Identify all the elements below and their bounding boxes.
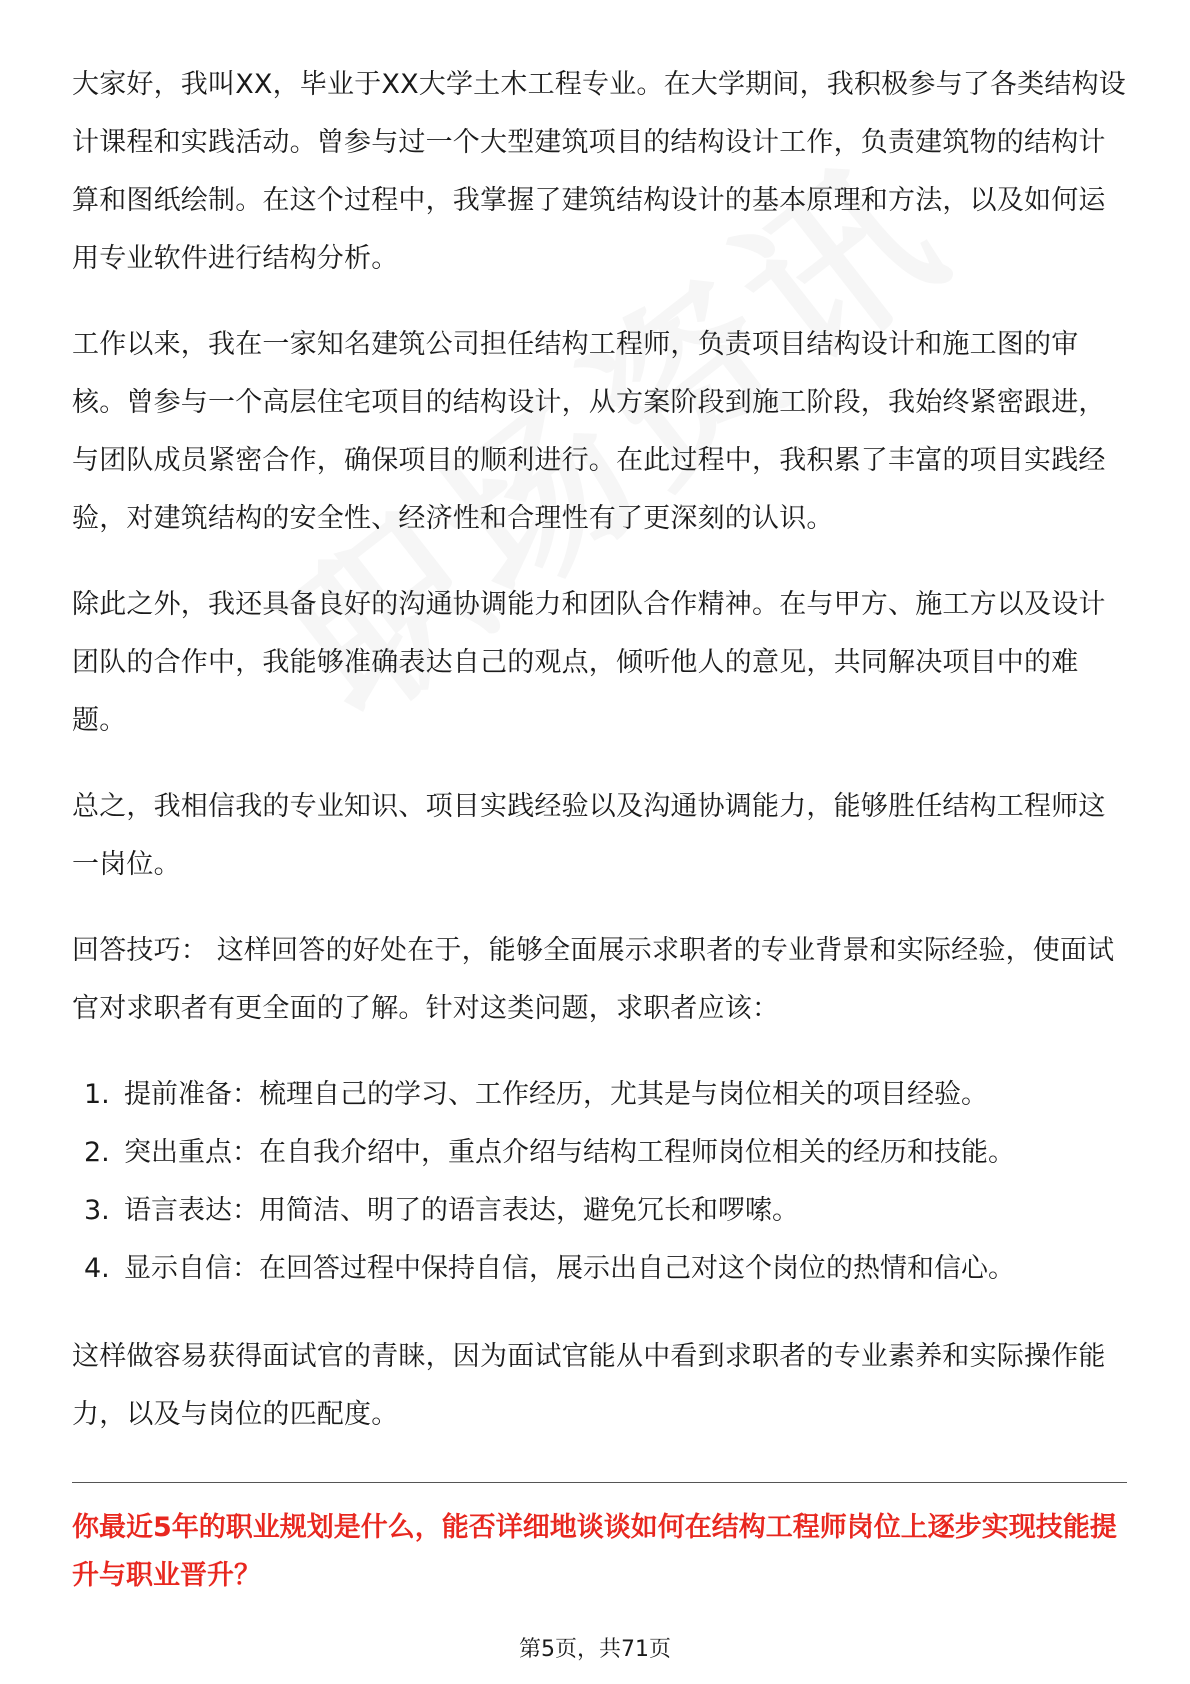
list-item xyxy=(72,1066,1127,1124)
paragraph-work: 工作以来，我在一家知名建筑公司担任结构工程师，负责项目结构设计和施工图的审核。曾参与一个高层住宅项目的结构设计，从方案阶段到施工阶段，我始终紧密跟进，与团队成员紧密合作，确保项目的顺利进行。在此过程中，我积累了丰富的项目实践经验，对建筑结构的安全性、经济性和合理性有了更深刻的认识。 xyxy=(72,329,1106,534)
list-text: 突出重点：在自我介绍中，重点介绍与结构工程师岗位相关的经历和技能。 xyxy=(124,1137,1015,1168)
list-item xyxy=(72,1124,1127,1182)
paragraph-tips-intro: 回答技巧： 这样回答的好处在于，能够全面展示求职者的专业背景和实际经验，使面试官对求职者有更全面的了解。针对这类问题，求职者应该： xyxy=(72,935,1115,1024)
list-number: 2. xyxy=(84,1137,110,1168)
list-item xyxy=(72,1240,1127,1298)
document-body xyxy=(72,56,1127,1472)
page-footer: 第5页，共71页 xyxy=(519,1637,671,1662)
list-number: 4. xyxy=(84,1253,110,1284)
list-number: 3. xyxy=(84,1195,110,1226)
list-text: 提前准备：梳理自己的学习、工作经历，尤其是与岗位相关的项目经验。 xyxy=(124,1079,988,1110)
paragraph-closing: 这样做容易获得面试官的青睐，因为面试官能从中看到求职者的专业素养和实际操作能力，以及与岗位的匹配度。 xyxy=(72,1341,1106,1430)
section-divider xyxy=(72,1482,1127,1483)
next-question-heading: 你最近5年的职业规划是什么，能否详细地谈谈如何在结构工程师岗位上逐步实现技能提升与职业晋升？ xyxy=(72,1512,1117,1591)
tips-list xyxy=(72,1066,1127,1298)
list-item xyxy=(72,1182,1127,1240)
list-text: 语言表达：用简洁、明了的语言表达，避免冗长和啰嗦。 xyxy=(124,1195,799,1226)
paragraph-summary: 总之，我相信我的专业知识、项目实践经验以及沟通协调能力，能够胜任结构工程师这一岗位。 xyxy=(72,791,1106,880)
list-number: 1. xyxy=(84,1079,110,1110)
paragraph-intro: 大家好，我叫XX，毕业于XX大学土木工程专业。在大学期间，我积极参与了各类结构设计课程和实践活动。曾参与过一个大型建筑项目的结构设计工作，负责建筑物的结构计算和图纸绘制。在这个过程中，我掌握了建筑结构设计的基本原理和方法，以及如何运用专业软件进行结构分析。 xyxy=(72,69,1126,274)
list-text: 显示自信：在回答过程中保持自信，展示出自己对这个岗位的热情和信心。 xyxy=(124,1253,1015,1284)
paragraph-skills: 除此之外，我还具备良好的沟通协调能力和团队合作精神。在与甲方、施工方以及设计团队的合作中，我能够准确表达自己的观点，倾听他人的意见，共同解决项目中的难题。 xyxy=(72,589,1106,736)
